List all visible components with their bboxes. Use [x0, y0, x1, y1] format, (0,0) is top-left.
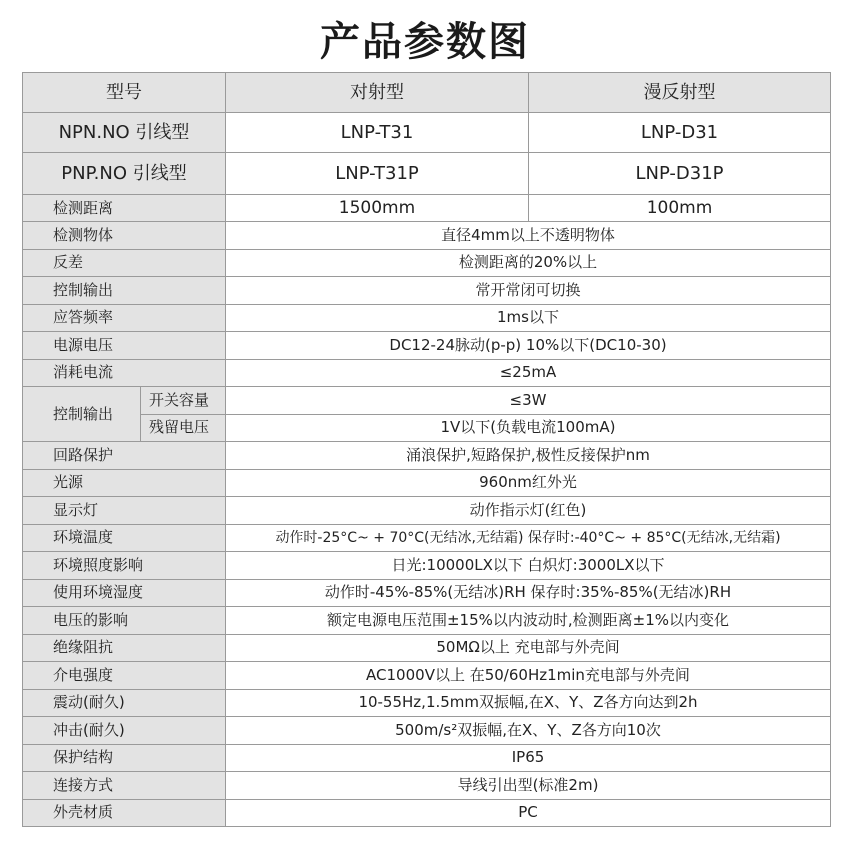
table-row [23, 607, 831, 635]
row-value: 动作时-25°C~ + 70°C(无结冰,无结霜) 保存时:-40°C~ + 85°C(无结冰,无结霜) [226, 524, 831, 552]
row-label: 检测物体 [23, 222, 226, 250]
table-row [23, 799, 831, 827]
row-label: 介电强度 [23, 662, 226, 690]
row-label: 冲击(耐久) [23, 717, 226, 745]
control-output-row [23, 387, 831, 415]
row-value: 检测距离的20%以上 [226, 249, 831, 277]
table-row [23, 222, 831, 250]
row-label: 使用环境湿度 [23, 579, 226, 607]
npn-v1: LNP-T31 [226, 113, 529, 153]
row-value: 直径4mm以上不透明物体 [226, 222, 831, 250]
row-value: AC1000V以上 在50/60Hz1min充电部与外壳间 [226, 662, 831, 690]
row-value: DC12-24脉动(p-p) 10%以下(DC10-30) [226, 332, 831, 360]
row-value: 常开常闭可切换 [226, 277, 831, 305]
row-value: 额定电源电压范围±15%以内波动时,检测距离±1%以内变化 [226, 607, 831, 635]
table-row [23, 634, 831, 662]
page-title: 产品参数图 [320, 19, 530, 65]
residual-voltage-row [23, 414, 831, 442]
row-label: 电压的影响 [23, 607, 226, 635]
row-label: 反差 [23, 249, 226, 277]
spec-table [22, 72, 831, 827]
residual-voltage-label: 残留电压 [141, 414, 226, 442]
row-value: 涌浪保护,短路保护,极性反接保护nm [226, 442, 831, 470]
row-value: 日光:10000LX以下 白炽灯:3000LX以下 [226, 552, 831, 580]
row-value: 动作指示灯(红色) [226, 497, 831, 525]
row-label: 显示灯 [23, 497, 226, 525]
row-label: 应答频率 [23, 304, 226, 332]
pnp-v1: LNP-T31P [226, 153, 529, 195]
row-value: ≤25mA [226, 359, 831, 387]
row-label: 回路保护 [23, 442, 226, 470]
table-row [23, 249, 831, 277]
switch-capacity-value: ≤3W [226, 387, 831, 415]
header-model: 型号 [23, 73, 226, 113]
row-label: 控制输出 [23, 277, 226, 305]
table-row [23, 304, 831, 332]
pnp-label: PNP.NO 引线型 [23, 153, 226, 195]
row-label: 光源 [23, 469, 226, 497]
table-row [23, 662, 831, 690]
row-label: 震动(耐久) [23, 689, 226, 717]
row-value: 动作时-45%-85%(无结冰)RH 保存时:35%-85%(无结冰)RH [226, 579, 831, 607]
table-row [23, 579, 831, 607]
distance-v1: 1500mm [226, 195, 529, 222]
table-row [23, 442, 831, 470]
distance-label: 检测距离 [23, 195, 226, 222]
row-label: 电源电压 [23, 332, 226, 360]
row-value: PC [226, 799, 831, 827]
distance-row [23, 195, 831, 222]
row-label: 消耗电流 [23, 359, 226, 387]
row-value: 10-55Hz,1.5mm双振幅,在X、Y、Z各方向达到2h [226, 689, 831, 717]
control-output-label: 控制输出 [23, 387, 141, 442]
distance-v2: 100mm [529, 195, 831, 222]
row-label: 环境温度 [23, 524, 226, 552]
row-value: 500m/s²双振幅,在X、Y、Z各方向10次 [226, 717, 831, 745]
header-col1: 对射型 [226, 73, 529, 113]
pnp-v2: LNP-D31P [529, 153, 831, 195]
row-label: 保护结构 [23, 744, 226, 772]
header-col2: 漫反射型 [529, 73, 831, 113]
table-row [23, 469, 831, 497]
table-row [23, 689, 831, 717]
npn-v2: LNP-D31 [529, 113, 831, 153]
table-row [23, 717, 831, 745]
table-row [23, 497, 831, 525]
table-row [23, 277, 831, 305]
switch-capacity-label: 开关容量 [141, 387, 226, 415]
table-row [23, 744, 831, 772]
residual-voltage-value: 1V以下(负载电流100mA) [226, 414, 831, 442]
table-row [23, 524, 831, 552]
row-label: 环境照度影响 [23, 552, 226, 580]
pnp-row [23, 153, 831, 195]
row-label: 绝缘阻抗 [23, 634, 226, 662]
row-value: 1ms以下 [226, 304, 831, 332]
row-value: IP65 [226, 744, 831, 772]
table-row [23, 332, 831, 360]
npn-row [23, 113, 831, 153]
table-row [23, 359, 831, 387]
table-row [23, 772, 831, 800]
header-row [23, 73, 831, 113]
table-row [23, 552, 831, 580]
row-value: 导线引出型(标准2m) [226, 772, 831, 800]
row-label: 连接方式 [23, 772, 226, 800]
row-value: 50MΩ以上 充电部与外壳间 [226, 634, 831, 662]
row-label: 外壳材质 [23, 799, 226, 827]
row-value: 960nm红外光 [226, 469, 831, 497]
npn-label: NPN.NO 引线型 [23, 113, 226, 153]
